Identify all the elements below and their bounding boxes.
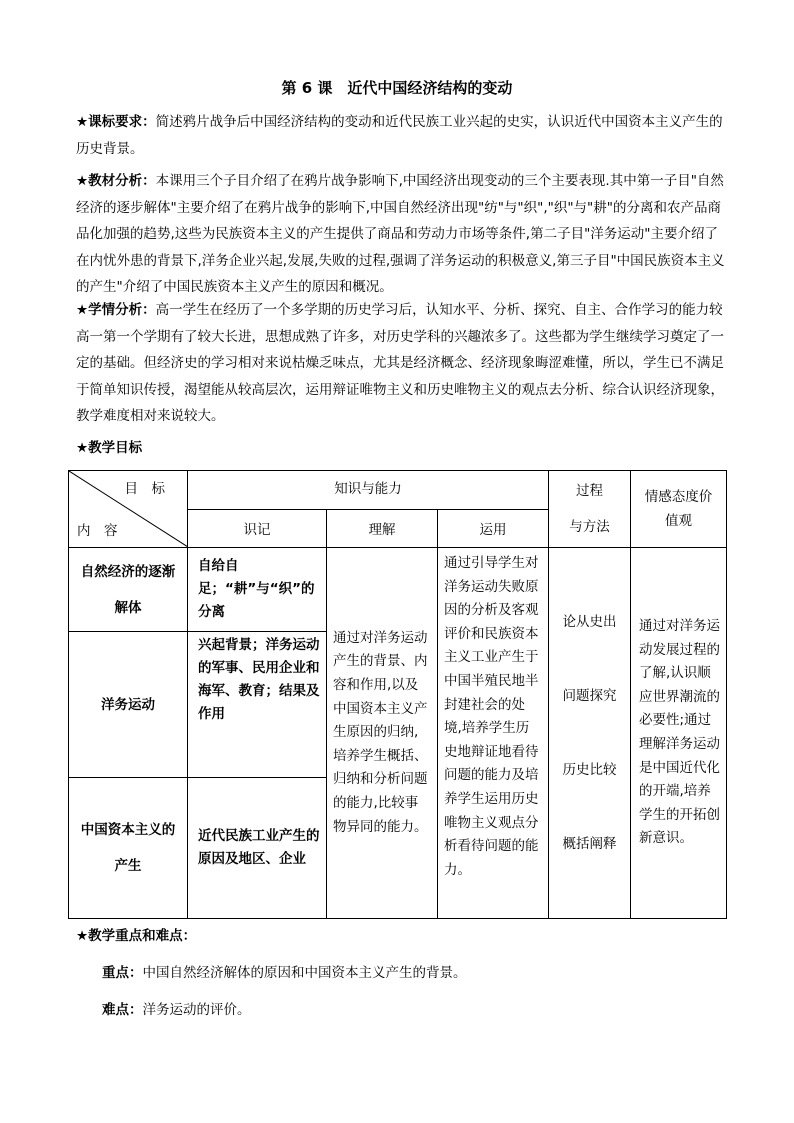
understand-cell: 通过对洋务运动产生的背景、内容和作用,以及中国资本主义产生原因的归纳,培养学生概括、归纳和分析问题的能力,比较事物异同的能力。 (327, 548, 438, 919)
curriculum-label: ★课标要求： (76, 114, 156, 130)
difficult-point-label: 难点： (102, 1002, 143, 1018)
teaching-goals-table (68, 470, 727, 919)
key-point-line (102, 961, 467, 981)
recall-header: 识记 (188, 509, 327, 548)
goals-heading: ★教学目标 (76, 440, 143, 456)
knowledge-header: 知识与能力 (188, 471, 549, 510)
row-label-natural-economy: 自然经济的逐渐解体 (69, 548, 188, 632)
method-item: 论从史出 (562, 614, 617, 630)
key-point-text: 中国自然经济解体的原因和中国资本主义产生的背景。 (142, 965, 467, 981)
row-label-capitalism: 中国资本主义的产生 (69, 778, 188, 919)
recall-capitalism: 近代民族工业产生的原因及地区、企业 (188, 778, 327, 919)
page-title: 第 6 课 近代中国经济结构的变动 (281, 79, 513, 97)
difficult-point-line (102, 998, 251, 1018)
key-points-heading: ★教学重点和难点： (76, 928, 197, 944)
process-header-line1: 过程 (576, 483, 604, 499)
table-corner-cell (69, 471, 188, 548)
corner-goal-label: 目 标 (124, 481, 165, 497)
textbook-analysis-paragraph (76, 168, 726, 301)
apply-cell: 通过引导学生对洋务运动失败原因的分析及客观评价和民族资本主义工业产生于中国半殖民地半封建社会的处境,培养学生历史地辩证地看待问题的能力及培养学生运用历史唯物主义观点分析看待问题的能力。 (438, 548, 549, 919)
apply-header: 运用 (438, 509, 549, 548)
student-analysis-label: ★学情分析： (76, 302, 156, 318)
difficult-point-text: 洋务运动的评价。 (142, 1002, 251, 1018)
methods-cell (549, 548, 631, 919)
corner-content-label: 内 容 (77, 523, 118, 539)
method-item: 问题探究 (562, 688, 617, 704)
textbook-analysis-text: 本课用三个子目介绍了在鸦片战争影响下,中国经济出现变动的三个主要表现.其中第一子目"自然经济的逐步解体"主要介绍了在鸦片战争的影响下,中国自然经济出现"纺"与"织","织"与"耕"的分离和农产品商品化加强的趋势,这些为民族资本主义的产生提供了商品和劳动力市场等条件,第二子目"洋务运动"主要介绍了在内忧外患的背景下,洋务企业兴起,发展,失败的过程,强调了洋务运动的积极意义,第三子目"中国民族资本主义的产生"介绍了中国民族资本主义产生的原因和概况。 (76, 173, 725, 295)
row-label-westernization: 洋务运动 (69, 632, 188, 778)
key-point-label: 重点： (102, 965, 143, 981)
process-header-line2: 与方法 (569, 519, 610, 535)
emotion-cell: 通过对洋务运动发展过程的了解,认识顺应世界潮流的必要性;通过理解洋务运动是中国近代化的开端,培养学生的开拓创新意识。 (631, 548, 727, 919)
curriculum-text: 简述鸦片战争后中国经济结构的变动和近代民族工业兴起的史实，认识近代中国资本主义产生的历史背景。 (76, 114, 723, 157)
textbook-analysis-label: ★教材分析： (76, 173, 156, 189)
emotion-header: 情感态度价值观 (631, 471, 727, 548)
student-analysis-paragraph (76, 297, 726, 430)
process-header (549, 471, 631, 548)
recall-natural-economy: 自给自足；“耕”与“织”的分离 (188, 548, 327, 632)
recall-westernization: 兴起背景；洋务运动的军事、民用企业和海军、教育；结果及作用 (188, 632, 327, 778)
method-item: 历史比较 (562, 762, 617, 778)
student-analysis-text: 高一学生在经历了一个多学期的历史学习后，认知水平、分析、探究、自主、合作学习的能力较高一第一个学期有了较大长进，思想成熟了许多，对历史学科的兴趣浓多了。这些都为学生继续学习奠定了一定的基础。但经济史的学习相对来说枯燥乏味点，尤其是经济概念、经济现象晦涩难懂，所以，学生已不满足于简单知识传授，渴望能从较高层次，运用辩证唯物主义和历史唯物主义的观点去分析、综合认识经济现象，教学难度相对来说较大。 (76, 302, 724, 424)
curriculum-paragraph (76, 109, 726, 162)
method-item: 概括阐释 (562, 836, 617, 852)
understand-header: 理解 (327, 509, 438, 548)
